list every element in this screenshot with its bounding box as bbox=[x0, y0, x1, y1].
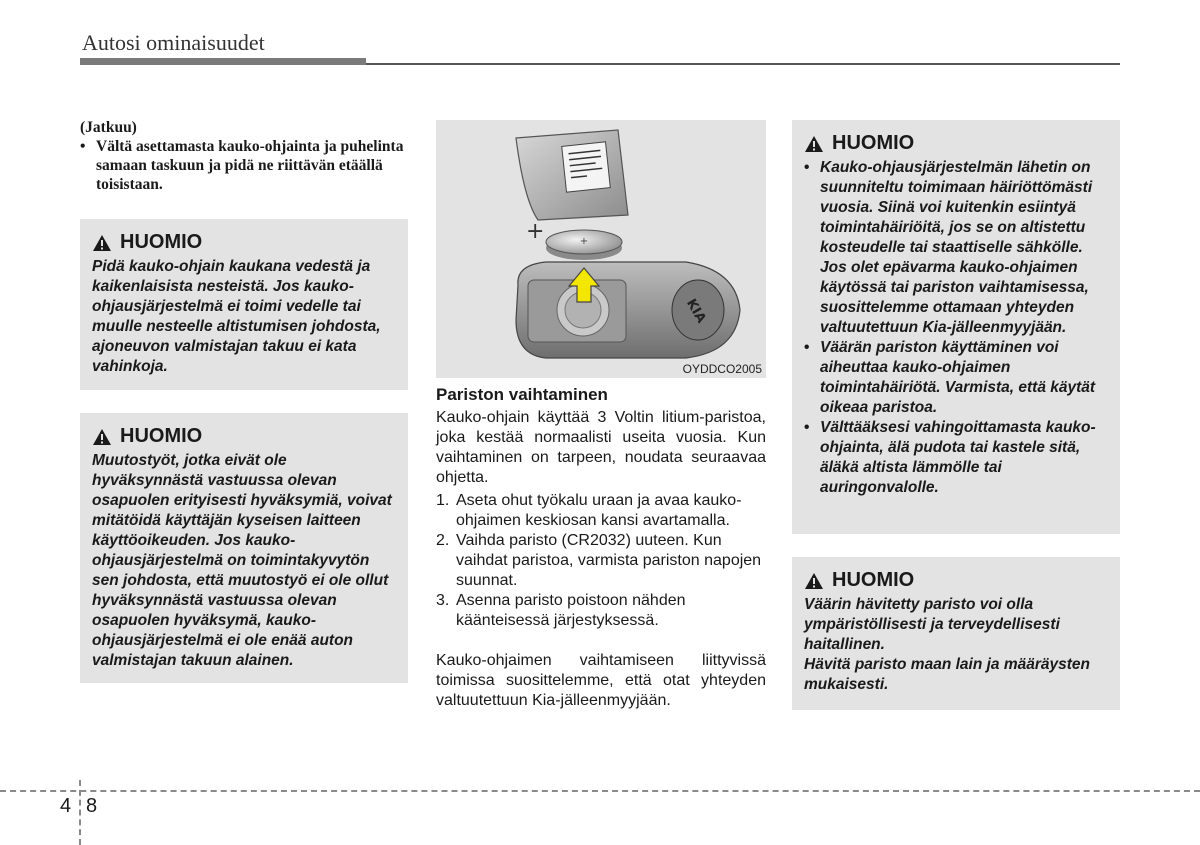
coin-battery-icon bbox=[546, 230, 622, 260]
warning-triangle-icon bbox=[92, 234, 112, 252]
step-number: 1. bbox=[436, 492, 450, 509]
step-item bbox=[436, 531, 766, 591]
chapter-number: 4 bbox=[60, 795, 72, 817]
step-item bbox=[436, 591, 766, 631]
caution-bullet-list bbox=[804, 158, 1108, 498]
warning-triangle-icon bbox=[92, 428, 112, 446]
footer-dashed-divider bbox=[79, 780, 81, 845]
step-text: Vaihda paristo (CR2032) uuteen. Kun vaihdat paristoa, varmista pariston napojen suunnat. bbox=[456, 532, 762, 589]
caution-title: HUOMIO bbox=[120, 425, 203, 447]
continued-label: (Jatkuu) bbox=[80, 119, 137, 136]
kia-logo: KIA bbox=[683, 296, 709, 326]
caution-box-water bbox=[80, 219, 408, 390]
steps-list bbox=[436, 491, 766, 631]
page-header-title: Autosi ominaisuudet bbox=[82, 30, 265, 55]
caution-text: Muutostyöt, jotka eivät ole hyväksynnästä vastuussa olevan osapuolen erityisesti hyväksymiä, voivat mitätöidä käyttäjän kyseisen laitteen käyttöoikeuden. Jos kauko-ohjausjärjestelmä on toimintakyvytön sen johdosta, että muutostyö ei ole ollut hyväksynnästä vastuussa olevan osapuolen hyväksymä, kauko-ohjausjärjestelmä ei ole enää auton valmistajan takuun alainen. bbox=[92, 452, 392, 669]
caution-title: HUOMIO bbox=[832, 569, 915, 591]
header-rule-thick bbox=[80, 58, 366, 65]
section-heading: Pariston vaihtaminen bbox=[436, 385, 608, 404]
caution-text: Väärin hävitetty paristo voi olla ympäristöllisesti ja terveydellisesti haitallinen. bbox=[804, 596, 1060, 653]
warning-triangle-icon bbox=[804, 572, 824, 590]
header-rule-thin bbox=[366, 63, 1120, 65]
coin-plus-mark: + bbox=[579, 236, 589, 247]
caution-bullet: • Väärän pariston käyttäminen voi aiheuttaa kauko-ohjaimen toimintahäiriötä. Varmista, että käytät oikeaa paristoa. bbox=[804, 338, 1108, 418]
step-item bbox=[436, 491, 766, 531]
caution-box-modifications bbox=[80, 413, 408, 683]
step-number: 2. bbox=[436, 532, 450, 549]
caution-text: Pidä kauko-ohjain kaukana vedestä ja kaikenlaisista nesteistä. Jos kauko-ohjausjärjestelmä ei toimi vedelle tai muulle nesteelle altistumisen johdosta, ajoneuvon valmistajan takuu ei kata vahinkoja. bbox=[92, 258, 381, 375]
caution-bullet-text: Väärän pariston käyttäminen voi aiheuttaa kauko-ohjaimen toimintahäiriötä. Varmista, että käytät oikeaa paristoa. bbox=[820, 339, 1096, 416]
caution-title: HUOMIO bbox=[120, 231, 203, 253]
continued-section bbox=[80, 118, 410, 194]
caution-heading bbox=[92, 425, 396, 448]
warning-triangle-icon bbox=[804, 135, 824, 153]
footer-dashed-rule bbox=[0, 790, 1200, 792]
step-number: 3. bbox=[436, 592, 450, 609]
caution-bullet-text: Välttääksesi vahingoittamasta kauko-ohjainta, älä pudota tai kastele sitä, äläkä altista lämmölle tai auringonvalolle. bbox=[820, 419, 1096, 496]
caution-heading bbox=[92, 231, 396, 254]
bullet-item bbox=[80, 137, 410, 194]
battery-cover-icon bbox=[516, 130, 628, 220]
caution-heading bbox=[804, 569, 1108, 592]
caution-bullet: • Kauko-ohjausjärjestelmän lähetin on suunniteltu toimimaan häiriöttömästi vuosia. Siinä voi kuitenkin esiintyä toimintahäiriöitä, jos se on altistettu kosteudelle tai staattiselle sähkölle. Jos olet epävarma kauko-ohjaimen käytössä tai pariston vaihtamisessa, suosittelemme ottamaan yhteyden valtuutettuun Kia-jälleenmyyjään. bbox=[804, 158, 1108, 338]
battery-replacement-section bbox=[436, 385, 766, 711]
plus-symbol: + bbox=[526, 219, 545, 244]
caution-box-disposal bbox=[792, 557, 1120, 710]
step-text: Aseta ohut työkalu uraan ja avaa kauko-ohjaimen keskiosan kansi avartamalla. bbox=[456, 492, 742, 529]
figure-code: OYDDCO2005 bbox=[682, 362, 762, 376]
caution-text: Hävitä paristo maan lain ja määräysten mukaisesti. bbox=[804, 656, 1091, 693]
caution-title: HUOMIO bbox=[832, 132, 915, 154]
closing-paragraph: Kauko-ohjaimen vaihtamiseen liittyvissä toimissa suosittelemme, että otat yhteyden valtuutettuun Kia-jälleenmyyjään. bbox=[436, 652, 766, 709]
caution-bullet: • Välttääksesi vahingoittamasta kauko-ohjainta, älä pudota tai kastele sitä, äläkä altista lämmölle tai auringonvalolle. bbox=[804, 418, 1108, 498]
step-text: Asenna paristo poistoon nähden käänteisessä järjestyksessä. bbox=[456, 592, 686, 629]
bullet-text: Vältä asettamasta kauko-ohjainta ja puhelinta samaan taskuun ja pidä ne riittävän etäällä toisistaan. bbox=[96, 138, 404, 193]
page-number: 8 bbox=[86, 795, 98, 817]
battery-replacement-figure bbox=[436, 120, 766, 378]
bullet-dot: • bbox=[80, 138, 86, 155]
caution-box-transmitter bbox=[792, 120, 1120, 534]
key-fob-illustration bbox=[436, 120, 766, 378]
intro-paragraph: Kauko-ohjain käyttää 3 Voltin litium-paristoa, joka kestää normaalisti useita vuosia. Kun vaihtaminen on tarpeen, noudata seuraavaa ohjetta. bbox=[436, 409, 766, 486]
key-fob-icon bbox=[516, 262, 740, 358]
caution-heading bbox=[804, 132, 1108, 155]
caution-bullet-text: Kauko-ohjausjärjestelmän lähetin on suunniteltu toimimaan häiriöttömästi vuosia. Siinä voi kuitenkin esiintyä toimintahäiriöitä, jos se on altistettu kosteudelle tai staattiselle sähkölle. Jos olet epävarma kauko-ohjaimen käytössä tai pariston vaihtamisessa, suosittelemme ottamaan yhteyden valtuutettuun Kia-jälleenmyyjään. bbox=[820, 159, 1093, 336]
